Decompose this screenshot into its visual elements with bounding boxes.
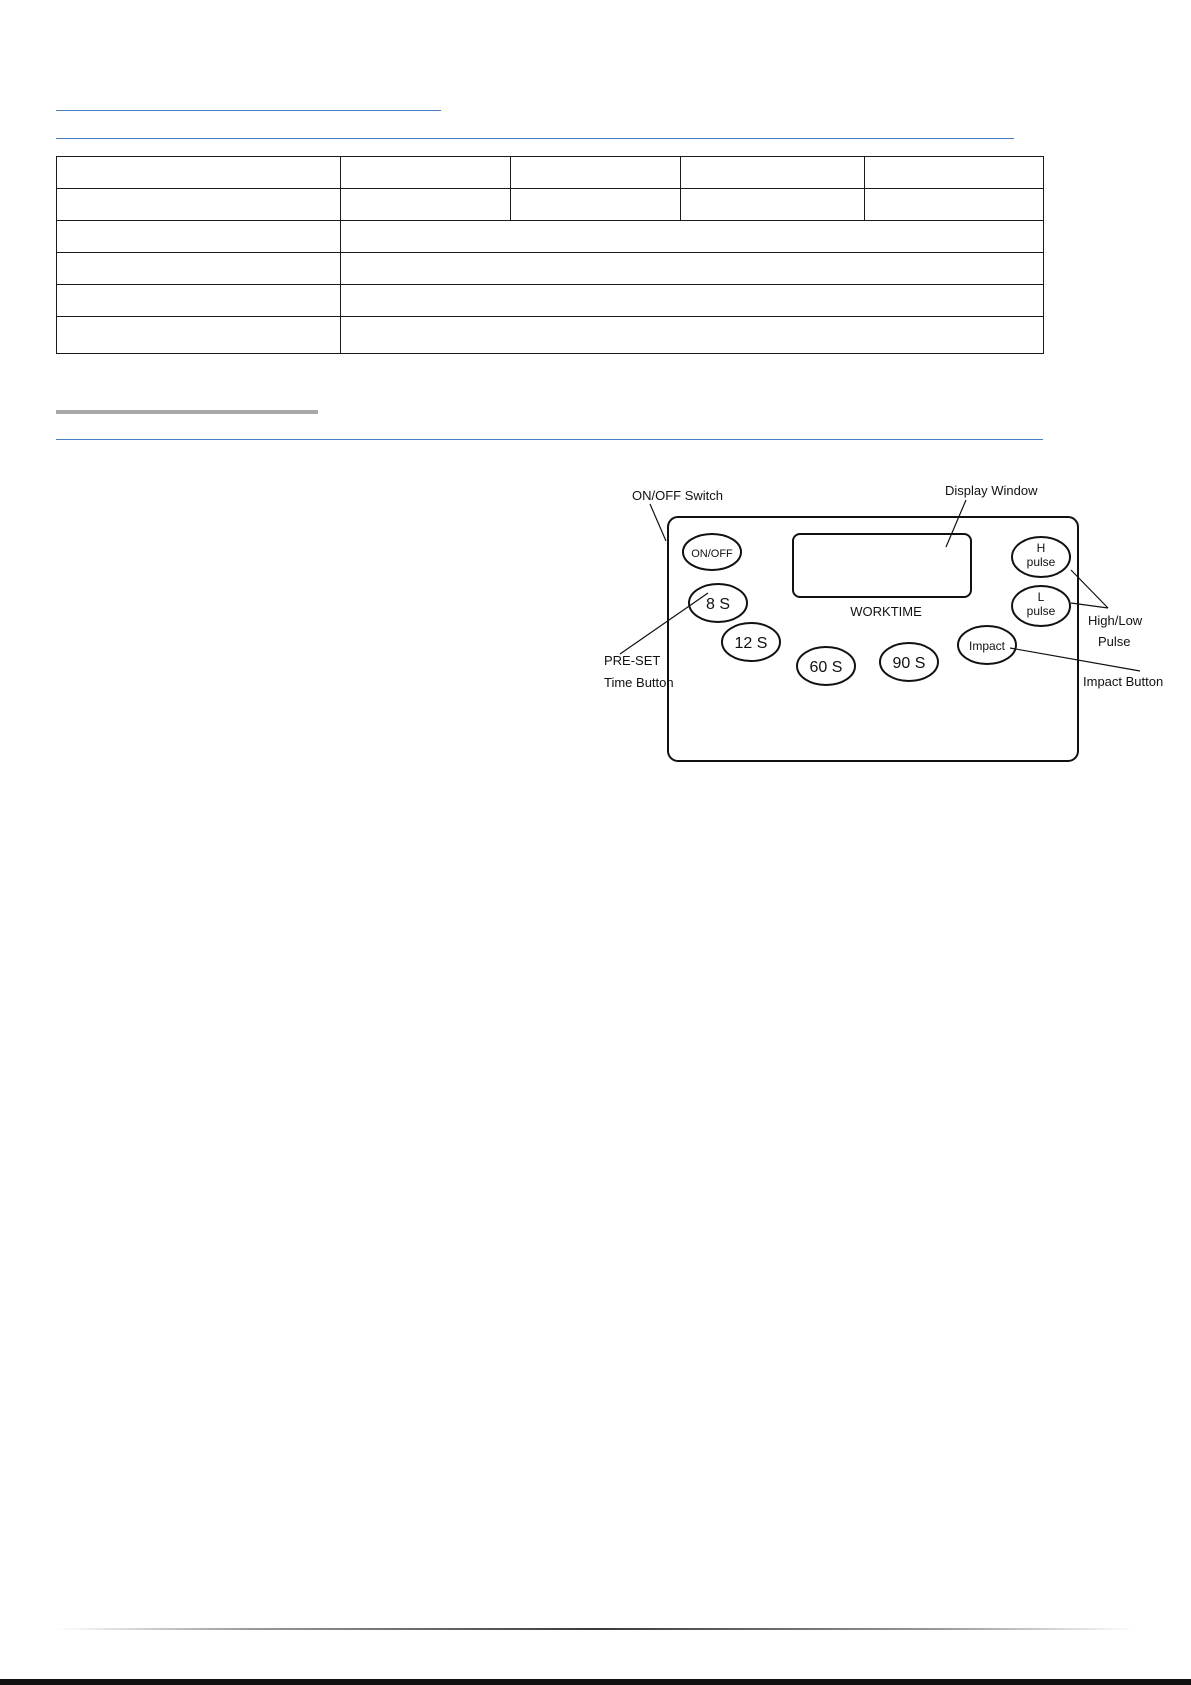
section-2-divider [56,439,1043,440]
table-cell [341,253,1044,285]
table-cell [341,285,1044,317]
specifications-table [56,156,1044,354]
l-pulse-label-line1: L [1037,590,1045,604]
table-cell [865,157,1044,189]
table-cell [57,189,341,221]
display-window [793,534,971,597]
table-cell [865,189,1044,221]
table-cell [681,189,865,221]
control-panel-svg [590,472,1180,802]
table-cell [57,253,341,285]
preset-leader [620,593,708,654]
preset-12s-label: 12 S [734,635,768,652]
impact-button-label: Impact Button [1083,674,1164,689]
preset-8s-label: 8 S [705,596,731,613]
preset-label-line2: Time Button [604,675,674,690]
high-pulse-leader [1071,570,1108,608]
preset-label-line1: PRE-SET [604,653,661,668]
h-pulse-label-line1: H [1036,541,1046,555]
footer-bar [0,1679,1191,1685]
high-low-label-line2: Pulse [1098,634,1131,649]
table-cell [341,189,511,221]
preset-60s-label: 60 S [809,659,843,676]
table-cell [681,157,865,189]
on-off-button-label: ON/OFF [691,548,733,560]
l-pulse-label-line2: pulse [1026,604,1056,618]
section-1-heading-underline [56,110,441,111]
low-pulse-leader [1071,603,1108,608]
section-1-divider [56,138,1014,139]
section-2-heading-underline [56,410,318,414]
impact-leader [1010,648,1140,671]
table-cell [341,157,511,189]
table-cell [341,221,1044,253]
table-row [57,221,1044,253]
table-cell [511,157,681,189]
table-cell [341,317,1044,354]
worktime-label: WORKTIME [850,604,922,619]
table-cell [57,221,341,253]
on-off-leader [650,504,666,541]
table-row [57,253,1044,285]
control-panel-diagram [590,472,1180,802]
preset-90s-label: 90 S [892,655,926,672]
footer-divider [56,1628,1136,1630]
table-row [57,157,1044,189]
table-row [57,317,1044,354]
on-off-switch-label: ON/OFF Switch [632,488,724,503]
display-window-label: Display Window [945,483,1038,498]
display-leader [946,500,966,547]
impact-button-text: Impact [968,639,1006,653]
h-pulse-label-line2: pulse [1026,555,1056,569]
callout-lines [620,500,1140,671]
table-row [57,189,1044,221]
table-cell [57,157,341,189]
table-cell [511,189,681,221]
table-cell [57,285,341,317]
high-low-label-line1: High/Low [1088,613,1143,628]
table-cell [57,317,341,354]
table-row [57,285,1044,317]
